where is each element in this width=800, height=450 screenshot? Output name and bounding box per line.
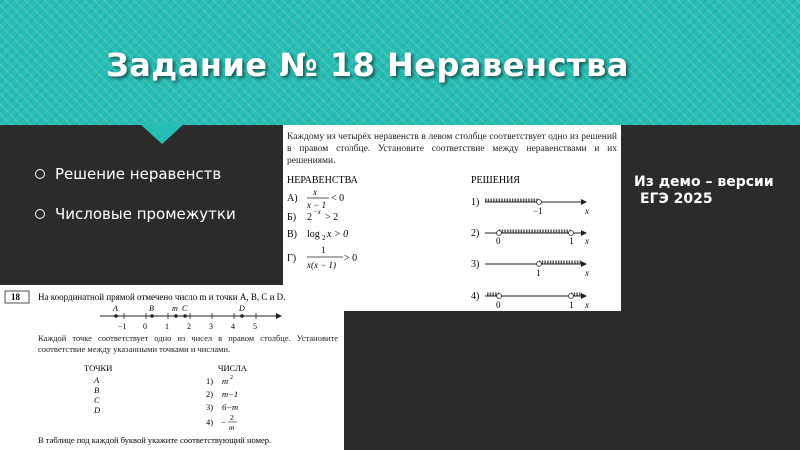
task-number: 18 (11, 292, 20, 302)
coordinate-line (100, 304, 282, 331)
task-intro: На координатной прямой отмечено число m и точки A, B, C и D. (38, 292, 286, 302)
fraction-numerator: 1 (321, 245, 326, 255)
point-label: m (172, 304, 178, 313)
tick-label: 5 (253, 322, 257, 331)
demo-note-line: ЕГЭ 2025 (640, 191, 713, 207)
solution-line-1 (471, 197, 589, 216)
tick-label: 1 (569, 300, 574, 310)
right-column-header: РЕШЕНИЯ (471, 175, 520, 186)
log-text: log (307, 229, 320, 240)
bullet-item (35, 204, 236, 224)
number-label: 2) (206, 389, 214, 399)
tick-label: 0 (496, 300, 501, 310)
solution-label: 2) (471, 228, 480, 239)
point-label: D (239, 304, 245, 313)
solution-label: 3) (471, 259, 480, 270)
solution-line-3 (471, 259, 589, 278)
bullet-list (35, 164, 236, 244)
point-label: A (113, 304, 118, 313)
points-task-figure (0, 285, 344, 450)
banner-notch (140, 124, 184, 144)
number-sign: − (221, 417, 226, 427)
tick-label: 4 (231, 322, 235, 331)
left-column-header: НЕРАВЕНСТВА (287, 175, 358, 186)
number-value: m−1 (222, 389, 239, 399)
task-intro: Каждому из четырёх неравенств в левом столбце соответствует одно из решений в правом столбце. Установите соответствие между неравенствами и их решениями. (287, 132, 617, 166)
log-rest: x > 0 (327, 229, 349, 240)
number-exponent: 2 (230, 375, 233, 381)
points-task-image (0, 285, 344, 450)
solution-label: 4) (471, 291, 480, 302)
tick-label: 1 (536, 268, 541, 278)
tick-label: 1 (165, 322, 169, 331)
fraction-numerator: x (313, 187, 317, 197)
left-column-header: ТОЧКИ (84, 363, 113, 373)
axis-letter: x (585, 268, 589, 278)
slide-title: Задание № 18 Неравенства (106, 46, 629, 84)
log-base: 2 (322, 234, 326, 242)
axis-letter: x (585, 206, 589, 216)
inequalities-task-figure (283, 125, 621, 311)
number-label: 1) (206, 376, 214, 386)
power-exponent: −x (313, 208, 321, 216)
point-item: D (94, 405, 101, 415)
bullet-item (35, 164, 236, 184)
tick-label: 3 (209, 322, 213, 331)
point-label: C (182, 304, 188, 313)
task-instruction: Каждой точке соответствует одно из чисел в правом столбце. Установите соответствие между указанными точками и числами. (38, 333, 338, 354)
circle-bullet-icon (35, 209, 45, 219)
inequality-label: Г) (287, 253, 297, 264)
number-label: 4) (206, 417, 214, 427)
point-item: B (94, 385, 100, 395)
fraction-denominator: x − 1 (307, 200, 327, 210)
number-value: m (222, 376, 229, 386)
right-column-header: ЧИСЛА (218, 363, 248, 373)
power-base: 2 (307, 212, 312, 223)
point-item: C (94, 395, 100, 405)
solution-label: 1) (471, 197, 480, 208)
tick-label: 0 (143, 322, 147, 331)
axis-letter: x (585, 300, 589, 310)
inequality-label: В) (287, 229, 297, 240)
bullet-text: Числовые промежутки (55, 205, 236, 223)
axis-letter: x (585, 236, 589, 246)
task-footer: В таблице под каждой буквой укажите соответствующий номер. (38, 435, 272, 445)
fraction-denominator: x(x − 1) (307, 260, 337, 270)
solution-line-4 (471, 291, 589, 310)
tick-label: −1 (118, 322, 127, 331)
inequality-rhs: > 2 (325, 212, 339, 223)
inequality-label: Б) (287, 212, 297, 223)
fraction-denominator: m (229, 423, 235, 432)
inequalities-task-image (283, 125, 621, 311)
demo-note-line: Из демо – версии (634, 174, 774, 190)
tick-label: 2 (187, 322, 191, 331)
number-label: 3) (206, 402, 214, 412)
circle-bullet-icon (35, 169, 45, 179)
point-label: B (149, 304, 154, 313)
inequality-rhs: > 0 (344, 253, 358, 264)
tick-label: −1 (533, 206, 543, 216)
tick-label: 1 (569, 236, 574, 246)
demo-note (634, 174, 774, 208)
inequality-rhs: < 0 (331, 193, 345, 204)
point-item: A (94, 375, 100, 385)
tick-label: 0 (496, 236, 501, 246)
fraction-numerator: 2 (230, 413, 234, 422)
number-value: 6−m (222, 402, 239, 412)
bullet-text: Решение неравенств (55, 165, 222, 183)
solution-line-2 (471, 228, 589, 246)
inequality-label: А) (287, 193, 298, 204)
